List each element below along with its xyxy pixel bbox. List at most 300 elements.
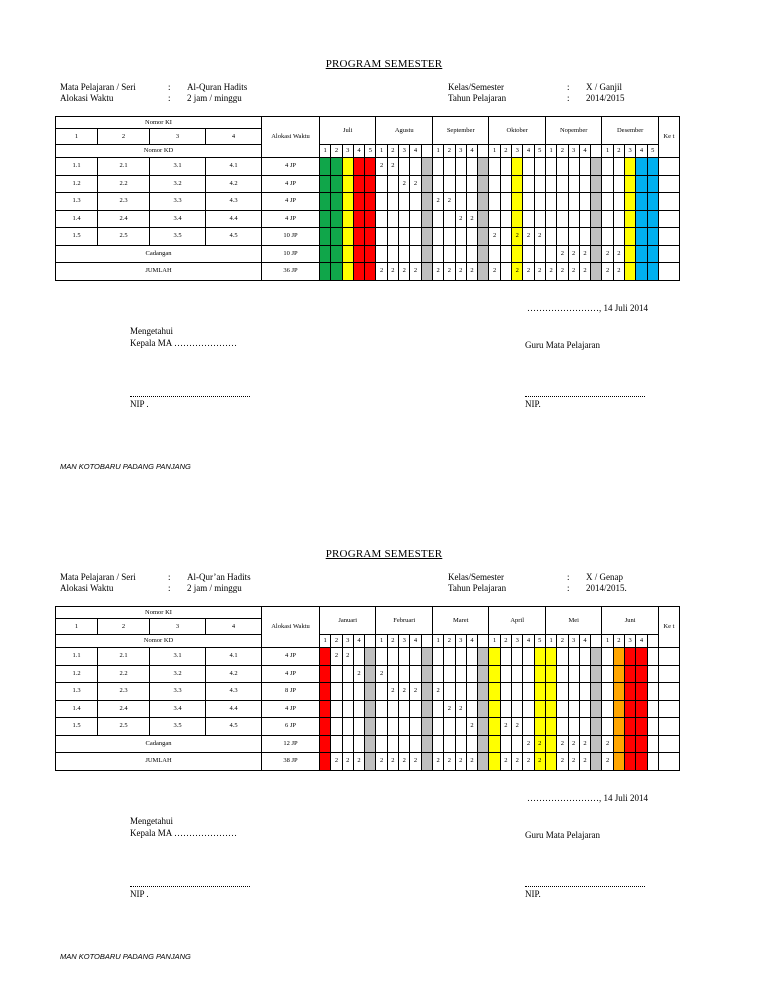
week-cell <box>545 753 556 771</box>
week-cell <box>523 665 534 683</box>
week-cell <box>489 665 500 683</box>
week-cell <box>500 245 511 263</box>
week-cell <box>342 228 353 246</box>
week-cell: 2 <box>376 753 387 771</box>
week-number: 4 <box>523 635 534 648</box>
week-number: 4 <box>410 145 421 158</box>
week-cell <box>500 735 511 753</box>
colon-separator: : <box>168 583 171 593</box>
week-cell <box>489 718 500 736</box>
colon-separator: : <box>567 572 570 582</box>
week-cell <box>478 158 489 176</box>
week-cell: 2 <box>545 263 556 281</box>
week-cell <box>647 210 658 228</box>
kd-number: 4.4 <box>206 700 262 718</box>
right-labels-0: Kelas/Semester <box>448 82 504 92</box>
week-cell <box>591 228 602 246</box>
week-number: 5 <box>534 635 545 648</box>
week-cell <box>365 648 376 666</box>
week-cell <box>602 228 613 246</box>
week-cell: 2 <box>410 683 421 701</box>
week-cell <box>421 210 432 228</box>
week-cell <box>557 228 568 246</box>
week-cell <box>557 665 568 683</box>
week-cell <box>545 700 556 718</box>
week-number: 3 <box>568 635 579 648</box>
week-number: 2 <box>331 635 342 648</box>
week-cell <box>500 158 511 176</box>
week-cell <box>376 245 387 263</box>
week-cell <box>579 718 590 736</box>
week-cell <box>331 700 342 718</box>
week-cell <box>365 735 376 753</box>
week-cell <box>353 735 364 753</box>
week-cell <box>625 158 636 176</box>
week-cell: 2 <box>444 193 455 211</box>
week-cell <box>602 210 613 228</box>
week-cell <box>320 193 331 211</box>
week-cell <box>500 193 511 211</box>
week-cell <box>342 193 353 211</box>
week-cell <box>365 718 376 736</box>
week-cell <box>512 175 523 193</box>
week-cell: 2 <box>489 228 500 246</box>
week-cell <box>444 210 455 228</box>
week-cell <box>591 718 602 736</box>
colon-separator: : <box>168 82 171 92</box>
week-cell <box>353 263 364 281</box>
week-cell <box>365 700 376 718</box>
kd-number: 2.2 <box>98 665 150 683</box>
keterangan-cell <box>658 665 679 683</box>
week-cell <box>523 700 534 718</box>
week-cell <box>376 683 387 701</box>
week-cell <box>444 158 455 176</box>
week-cell <box>444 228 455 246</box>
week-cell <box>432 210 443 228</box>
week-cell <box>331 263 342 281</box>
week-cell: 2 <box>523 735 534 753</box>
week-number: 1 <box>432 145 443 158</box>
week-cell: 2 <box>523 753 534 771</box>
week-number: 3 <box>342 635 353 648</box>
week-cell <box>625 735 636 753</box>
week-cell <box>613 700 624 718</box>
week-cell <box>410 735 421 753</box>
jp-value: 8 JP <box>262 683 320 701</box>
week-cell <box>545 193 556 211</box>
week-number: 4 <box>636 145 647 158</box>
week-cell <box>523 648 534 666</box>
week-cell: 2 <box>399 753 410 771</box>
week-cell <box>489 175 500 193</box>
keterangan-cell <box>658 648 679 666</box>
week-cell <box>489 683 500 701</box>
week-cell <box>331 158 342 176</box>
week-cell <box>534 718 545 736</box>
keterangan-cell <box>658 210 679 228</box>
right-labels-1: Tahun Pelajaran <box>448 93 507 103</box>
week-cell <box>647 228 658 246</box>
week-cell <box>625 210 636 228</box>
week-cell <box>512 735 523 753</box>
week-cell <box>432 718 443 736</box>
week-number: 1 <box>376 635 387 648</box>
week-cell <box>545 718 556 736</box>
month-header: September <box>432 117 488 145</box>
nip-right: NIP. <box>525 399 541 409</box>
kd-number: 4.3 <box>206 683 262 701</box>
week-number: 3 <box>455 145 466 158</box>
kd-number: 1.1 <box>56 648 98 666</box>
week-cell <box>625 228 636 246</box>
week-cell <box>568 175 579 193</box>
week-cell <box>512 158 523 176</box>
week-cell <box>557 193 568 211</box>
week-number: 4 <box>466 635 477 648</box>
week-cell: 2 <box>512 718 523 736</box>
week-cell <box>568 228 579 246</box>
ki-header: Nomor KI <box>56 607 262 619</box>
week-cell <box>545 683 556 701</box>
week-cell <box>636 210 647 228</box>
week-number: 4 <box>466 145 477 158</box>
week-cell <box>320 735 331 753</box>
month-header: Agustu <box>376 117 432 145</box>
week-cell: 2 <box>455 210 466 228</box>
week-cell <box>591 648 602 666</box>
jp-value: 10 JP <box>262 228 320 246</box>
kd-number: 4.5 <box>206 718 262 736</box>
week-cell <box>591 700 602 718</box>
week-cell <box>353 245 364 263</box>
week-cell: 2 <box>466 753 477 771</box>
jp-value: 4 JP <box>262 193 320 211</box>
kd-number: 3.5 <box>150 228 206 246</box>
week-cell <box>342 718 353 736</box>
week-cell <box>432 158 443 176</box>
jp-value: 6 JP <box>262 718 320 736</box>
ki-number: 2 <box>98 129 150 145</box>
week-cell: 2 <box>466 718 477 736</box>
week-cell <box>320 648 331 666</box>
week-cell <box>376 718 387 736</box>
week-cell: 2 <box>579 735 590 753</box>
week-cell <box>625 753 636 771</box>
week-cell <box>399 158 410 176</box>
week-cell <box>523 175 534 193</box>
week-cell <box>602 175 613 193</box>
week-cell: 2 <box>387 753 398 771</box>
week-cell <box>399 735 410 753</box>
week-cell <box>399 193 410 211</box>
week-cell <box>568 700 579 718</box>
ki-number: 1 <box>56 619 98 635</box>
ki-number: 2 <box>98 619 150 635</box>
week-cell: 2 <box>455 753 466 771</box>
week-cell <box>478 210 489 228</box>
week-cell <box>331 210 342 228</box>
week-cell <box>387 245 398 263</box>
month-header: Desember <box>602 117 658 145</box>
week-cell <box>636 665 647 683</box>
week-cell <box>466 193 477 211</box>
week-cell <box>353 193 364 211</box>
program-semester-ganjil <box>0 0 768 490</box>
week-cell <box>331 735 342 753</box>
week-cell <box>534 683 545 701</box>
week-cell <box>444 245 455 263</box>
week-cell <box>613 648 624 666</box>
week-cell <box>331 245 342 263</box>
week-cell <box>466 683 477 701</box>
week-cell <box>512 700 523 718</box>
week-number: 1 <box>602 145 613 158</box>
week-number: 2 <box>500 635 511 648</box>
week-cell: 2 <box>331 648 342 666</box>
week-cell <box>647 158 658 176</box>
week-cell <box>455 718 466 736</box>
week-cell <box>410 158 421 176</box>
week-cell <box>545 665 556 683</box>
week-cell <box>365 228 376 246</box>
week-cell: 2 <box>444 753 455 771</box>
week-cell <box>613 158 624 176</box>
week-number: 1 <box>489 635 500 648</box>
week-cell <box>500 228 511 246</box>
week-cell <box>376 210 387 228</box>
week-cell <box>353 175 364 193</box>
week-cell <box>376 175 387 193</box>
week-cell <box>466 648 477 666</box>
week-cell <box>320 263 331 281</box>
week-cell <box>602 718 613 736</box>
week-cell <box>421 718 432 736</box>
week-cell <box>512 648 523 666</box>
week-cell <box>591 683 602 701</box>
kd-number: 3.1 <box>150 158 206 176</box>
week-cell: 2 <box>602 735 613 753</box>
week-cell <box>478 228 489 246</box>
week-cell: 2 <box>557 245 568 263</box>
week-cell <box>376 193 387 211</box>
week-cell <box>399 228 410 246</box>
week-cell: 2 <box>512 228 523 246</box>
week-cell <box>545 210 556 228</box>
ki-number: 3 <box>150 129 206 145</box>
week-cell <box>331 175 342 193</box>
week-cell <box>512 245 523 263</box>
week-cell <box>625 700 636 718</box>
week-cell <box>534 665 545 683</box>
month-header: Februari <box>376 607 432 635</box>
alokasi-header: Alokasi Waktu <box>262 607 320 648</box>
week-cell <box>534 700 545 718</box>
week-cell <box>647 753 658 771</box>
week-number: 2 <box>613 635 624 648</box>
week-cell <box>421 735 432 753</box>
week-cell <box>625 718 636 736</box>
week-cell <box>387 175 398 193</box>
ki-number: 1 <box>56 129 98 145</box>
week-cell <box>320 245 331 263</box>
week-cell: 2 <box>534 735 545 753</box>
program-semester-genap <box>0 490 768 980</box>
week-cell <box>602 158 613 176</box>
week-cell <box>489 158 500 176</box>
week-cell: 2 <box>410 263 421 281</box>
colon-separator: : <box>567 82 570 92</box>
week-cell <box>523 210 534 228</box>
jp-value: 4 JP <box>262 700 320 718</box>
week-number: 2 <box>331 145 342 158</box>
week-cell <box>568 158 579 176</box>
week-cell: 2 <box>432 263 443 281</box>
week-cell <box>591 158 602 176</box>
kd-number: 3.2 <box>150 665 206 683</box>
week-cell <box>625 245 636 263</box>
week-cell <box>421 683 432 701</box>
week-number: 4 <box>579 635 590 648</box>
week-cell <box>489 735 500 753</box>
week-cell <box>399 648 410 666</box>
week-cell <box>591 263 602 281</box>
footer-school-name: MAN KOTOBARU PADANG PANJANG <box>60 462 191 471</box>
week-cell: 2 <box>432 193 443 211</box>
kd-number: 3.3 <box>150 683 206 701</box>
left-values-1: 2 jam / minggu <box>187 93 242 103</box>
week-cell <box>489 210 500 228</box>
week-cell <box>636 175 647 193</box>
keterangan-cell <box>658 175 679 193</box>
week-cell <box>636 263 647 281</box>
week-cell: 2 <box>568 753 579 771</box>
week-cell <box>387 735 398 753</box>
week-cell <box>455 175 466 193</box>
week-cell <box>466 228 477 246</box>
week-cell <box>387 700 398 718</box>
week-cell <box>399 245 410 263</box>
week-cell <box>568 193 579 211</box>
week-number <box>591 635 602 648</box>
week-cell <box>613 210 624 228</box>
left-labels-0: Mata Pelajaran / Seri <box>60 572 136 582</box>
week-cell <box>500 210 511 228</box>
signature-line <box>525 396 645 397</box>
left-values-0: Al-Qur’an Hadits <box>187 572 251 582</box>
week-number: 3 <box>342 145 353 158</box>
month-header: Juli <box>320 117 376 145</box>
month-header: Mei <box>545 607 601 635</box>
week-cell <box>636 648 647 666</box>
week-cell: 2 <box>557 735 568 753</box>
week-cell: 2 <box>512 263 523 281</box>
colon-separator: : <box>567 93 570 103</box>
week-cell <box>466 175 477 193</box>
month-header: Januari <box>320 607 376 635</box>
week-cell <box>365 175 376 193</box>
week-cell <box>625 665 636 683</box>
week-cell <box>534 158 545 176</box>
kd-number: 1.1 <box>56 158 98 176</box>
week-cell <box>432 700 443 718</box>
week-cell <box>489 753 500 771</box>
week-cell <box>591 175 602 193</box>
week-number: 4 <box>353 145 364 158</box>
week-cell <box>523 245 534 263</box>
week-number: 2 <box>500 145 511 158</box>
colon-separator: : <box>168 572 171 582</box>
signature-line <box>130 396 250 397</box>
week-number: 5 <box>365 145 376 158</box>
week-number: 1 <box>376 145 387 158</box>
week-cell <box>568 683 579 701</box>
week-cell <box>591 193 602 211</box>
week-number: 3 <box>625 145 636 158</box>
week-cell <box>647 263 658 281</box>
week-cell <box>557 175 568 193</box>
week-cell <box>545 735 556 753</box>
week-cell <box>591 735 602 753</box>
week-cell <box>353 228 364 246</box>
kd-header: Nomor KD <box>56 635 262 648</box>
week-cell <box>421 753 432 771</box>
week-cell <box>410 228 421 246</box>
week-cell <box>455 665 466 683</box>
week-cell <box>557 683 568 701</box>
week-number: 4 <box>353 635 364 648</box>
week-cell <box>625 263 636 281</box>
jp-value: 4 JP <box>262 665 320 683</box>
week-cell <box>568 718 579 736</box>
week-cell <box>410 700 421 718</box>
week-cell <box>613 735 624 753</box>
week-cell <box>320 753 331 771</box>
week-cell: 2 <box>444 263 455 281</box>
week-cell <box>579 175 590 193</box>
week-cell <box>568 665 579 683</box>
week-number: 2 <box>557 635 568 648</box>
week-cell: 2 <box>455 263 466 281</box>
week-cell <box>557 158 568 176</box>
keterangan-cell <box>658 193 679 211</box>
week-cell: 2 <box>500 753 511 771</box>
week-cell <box>331 718 342 736</box>
jp-value: 36 JP <box>262 263 320 281</box>
week-cell: 2 <box>466 210 477 228</box>
week-cell <box>579 648 590 666</box>
week-cell <box>376 648 387 666</box>
week-cell <box>647 735 658 753</box>
keterangan-header: Ke t <box>658 117 679 158</box>
kd-number: 4.2 <box>206 175 262 193</box>
week-cell <box>500 665 511 683</box>
week-cell <box>410 210 421 228</box>
week-number: 4 <box>636 635 647 648</box>
week-cell: 2 <box>534 753 545 771</box>
week-number: 4 <box>523 145 534 158</box>
week-cell: 2 <box>399 175 410 193</box>
week-cell <box>478 735 489 753</box>
jp-value: 10 JP <box>262 245 320 263</box>
week-cell <box>410 648 421 666</box>
week-cell <box>579 683 590 701</box>
week-cell <box>579 700 590 718</box>
week-cell: 2 <box>376 158 387 176</box>
week-number: 1 <box>320 635 331 648</box>
right-values-1: 2014/2015 <box>586 93 625 103</box>
kd-number: 1.5 <box>56 718 98 736</box>
